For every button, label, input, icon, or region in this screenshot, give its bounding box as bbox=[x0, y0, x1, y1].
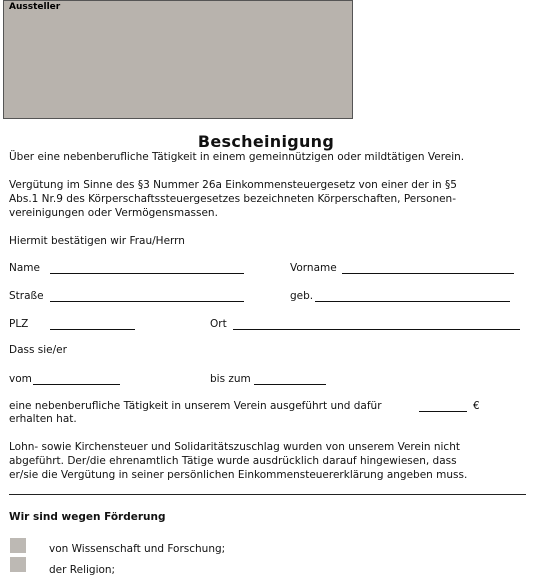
plz-field[interactable] bbox=[50, 329, 135, 330]
checkbox-religion[interactable] bbox=[10, 557, 26, 572]
tax-note-line-3: er/sie die Vergütung in seiner persönlichen Einkommensteuererklärung angeben muss. bbox=[9, 469, 468, 481]
tax-note-line-1: Lohn- sowie Kirchensteuer und Solidaritätszuschlag wurden von unserem Verein nicht bbox=[9, 441, 460, 453]
funding-option-religion: der Religion; bbox=[49, 564, 116, 576]
name-label: Name bbox=[9, 262, 40, 274]
activity-line-2: erhalten hat. bbox=[9, 413, 77, 425]
vom-field[interactable] bbox=[33, 384, 120, 385]
plz-label: PLZ bbox=[9, 318, 29, 330]
geb-field[interactable] bbox=[315, 301, 510, 302]
geb-label: geb. bbox=[290, 290, 314, 302]
name-field[interactable] bbox=[50, 273, 244, 274]
bis-field[interactable] bbox=[254, 384, 326, 385]
currency-symbol: € bbox=[473, 400, 480, 412]
vom-label: vom bbox=[9, 373, 32, 385]
ort-label: Ort bbox=[210, 318, 227, 330]
vorname-field[interactable] bbox=[342, 273, 514, 274]
funding-heading: Wir sind wegen Förderung bbox=[9, 511, 166, 523]
strasse-field[interactable] bbox=[50, 301, 244, 302]
issuer-box[interactable] bbox=[3, 0, 353, 119]
dass-label: Dass sie/er bbox=[9, 344, 67, 356]
remuneration-line-2: Abs.1 Nr.9 des Körperschaftssteuergesetzes bezeichneten Körperschaften, Personen- bbox=[9, 193, 457, 205]
ort-field[interactable] bbox=[233, 329, 520, 330]
intro-text: Über eine nebenberufliche Tätigkeit in einem gemeinnützigen oder mildtätigen Verein. bbox=[9, 151, 465, 163]
confirm-text: Hiermit bestätigen wir Frau/Herrn bbox=[9, 235, 185, 247]
bis-label: bis zum bbox=[210, 373, 251, 385]
funding-option-wissenschaft: von Wissenschaft und Forschung; bbox=[49, 543, 226, 555]
tax-note-line-2: abgeführt. Der/die ehrenamtlich Tätige wurde ausdrücklich darauf hingewiesen, dass bbox=[9, 455, 457, 467]
strasse-label: Straße bbox=[9, 290, 44, 302]
remuneration-line-3: vereinigungen oder Vermögensmassen. bbox=[9, 207, 218, 219]
amount-field[interactable] bbox=[419, 411, 467, 412]
section-divider bbox=[9, 494, 526, 495]
vorname-label: Vorname bbox=[290, 262, 337, 274]
checkbox-wissenschaft[interactable] bbox=[10, 538, 26, 553]
remuneration-line-1: Vergütung im Sinne des §3 Nummer 26a Einkommensteuergesetz von einer der in §5 bbox=[9, 179, 457, 191]
activity-line-1: eine nebenberufliche Tätigkeit in unserem Verein ausgeführt und dafür bbox=[9, 400, 382, 412]
page-title: Bescheinigung bbox=[197, 132, 335, 151]
issuer-label: Aussteller bbox=[9, 2, 61, 12]
